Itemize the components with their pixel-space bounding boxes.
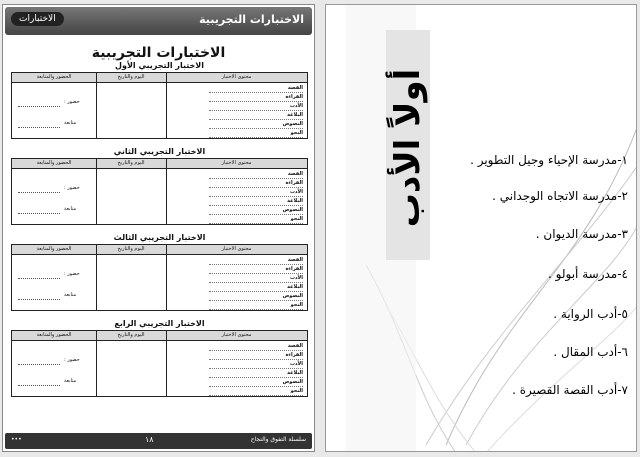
column-header-topic: محتوى الاختبار: [166, 73, 307, 83]
topic-item: القراءة: [209, 265, 303, 274]
topic-item: الأدب: [209, 274, 303, 283]
column-header-topic: محتوى الاختبار: [166, 159, 307, 169]
followup-field: [18, 212, 60, 214]
column-header-date: اليوم والتاريخ: [96, 331, 166, 341]
present-field: [18, 191, 60, 193]
series-name: سلسلة التفوق والنجاح: [250, 436, 306, 443]
test-block: [11, 61, 308, 139]
column-divider: [96, 73, 97, 138]
column-header-date: اليوم والتاريخ: [96, 159, 166, 169]
topic-item: القراءة: [209, 351, 303, 360]
test-title: الاختبار التجريبي الرابع: [114, 319, 205, 328]
topic-item: البلاغة: [209, 111, 303, 120]
test-block: [11, 233, 308, 311]
topic-list: [209, 342, 303, 396]
present-field: [18, 105, 60, 107]
test-title: الاختبار التجريبي الثاني: [113, 147, 206, 156]
header-tab: الاختبارات: [11, 12, 64, 26]
column-header-date: اليوم والتاريخ: [96, 73, 166, 83]
topic-item: النحو: [209, 129, 303, 138]
column-divider: [96, 331, 97, 396]
test-block: [11, 319, 308, 397]
vertical-title-text: أولاً الأدب: [388, 68, 428, 228]
topic-item: البلاغة: [209, 283, 303, 292]
page-header: [5, 7, 312, 35]
topic-item: البلاغة: [209, 369, 303, 378]
toc-item: ٤-مدرسة أبولو .: [548, 267, 628, 281]
page-number: ١٨: [145, 435, 154, 444]
column-divider: [166, 331, 167, 396]
followup-field: [18, 126, 60, 128]
present-field: [18, 363, 60, 365]
topic-item: الأدب: [209, 360, 303, 369]
topic-item: الأدب: [209, 102, 303, 111]
topic-item: النصوص: [209, 378, 303, 387]
topic-list: [209, 256, 303, 310]
topic-list: [209, 170, 303, 224]
left-page: [2, 4, 315, 452]
topic-item: القصة: [209, 342, 303, 351]
topic-item: البلاغة: [209, 197, 303, 206]
toc-item: ٢-مدرسة الاتجاه الوجداني .: [492, 189, 628, 203]
test-table: [11, 330, 308, 397]
present-field: [18, 277, 60, 279]
test-block: [11, 147, 308, 225]
followup-label: متابعة: [64, 378, 77, 384]
column-header-attendance: الحضور والمتابعة: [12, 159, 96, 169]
column-divider: [166, 159, 167, 224]
followup-label: متابعة: [64, 120, 77, 126]
topic-item: النصوص: [209, 120, 303, 129]
test-table: [11, 158, 308, 225]
column-divider: [166, 73, 167, 138]
topic-item: القصة: [209, 256, 303, 265]
column-header-attendance: الحضور والمتابعة: [12, 331, 96, 341]
header-title: الاختبارات التجريبية: [199, 13, 304, 26]
column-header-attendance: الحضور والمتابعة: [12, 73, 96, 83]
page-footer: [5, 433, 312, 449]
topic-item: النحو: [209, 301, 303, 310]
toc-item: ٦-أدب المقال .: [553, 345, 628, 359]
toc-item: ٣-مدرسة الديوان .: [535, 227, 628, 241]
followup-label: متابعة: [64, 292, 77, 298]
topic-item: الأدب: [209, 188, 303, 197]
topic-item: النصوص: [209, 206, 303, 215]
topic-item: القراءة: [209, 93, 303, 102]
footer-dots: •••: [11, 436, 22, 443]
test-table: [11, 244, 308, 311]
toc-item: ١-مدرسة الإحياء وجيل التطوير .: [470, 153, 628, 167]
topic-item: القراءة: [209, 179, 303, 188]
column-divider: [166, 245, 167, 310]
topic-item: القصة: [209, 170, 303, 179]
column-divider: [96, 159, 97, 224]
present-label: حضور :: [64, 185, 80, 191]
test-title: الاختبار التجريبي الثالث: [113, 233, 206, 242]
column-header-topic: محتوى الاختبار: [166, 245, 307, 255]
followup-field: [18, 384, 60, 386]
right-page: [325, 4, 637, 452]
topic-item: النصوص: [209, 292, 303, 301]
column-header-date: اليوم والتاريخ: [96, 245, 166, 255]
topic-item: القصة: [209, 84, 303, 93]
page-title: الاختبارات التجريبية: [91, 45, 226, 61]
followup-label: متابعة: [64, 206, 77, 212]
toc-item: ٧-أدب القصة القصيرة .: [512, 383, 628, 397]
toc-item: ٥-أدب الرواية .: [553, 307, 628, 321]
test-table: [11, 72, 308, 139]
column-header-attendance: الحضور والمتابعة: [12, 245, 96, 255]
topic-item: النحو: [209, 387, 303, 396]
topic-list: [209, 84, 303, 138]
present-label: حضور :: [64, 271, 80, 277]
followup-field: [18, 298, 60, 300]
present-label: حضور :: [64, 99, 80, 105]
vertical-section-title: [386, 30, 430, 260]
present-label: حضور :: [64, 357, 80, 363]
test-title: الاختبار التجريبي الأول: [115, 61, 204, 70]
column-header-topic: محتوى الاختبار: [166, 331, 307, 341]
topic-item: النحو: [209, 215, 303, 224]
column-divider: [96, 245, 97, 310]
